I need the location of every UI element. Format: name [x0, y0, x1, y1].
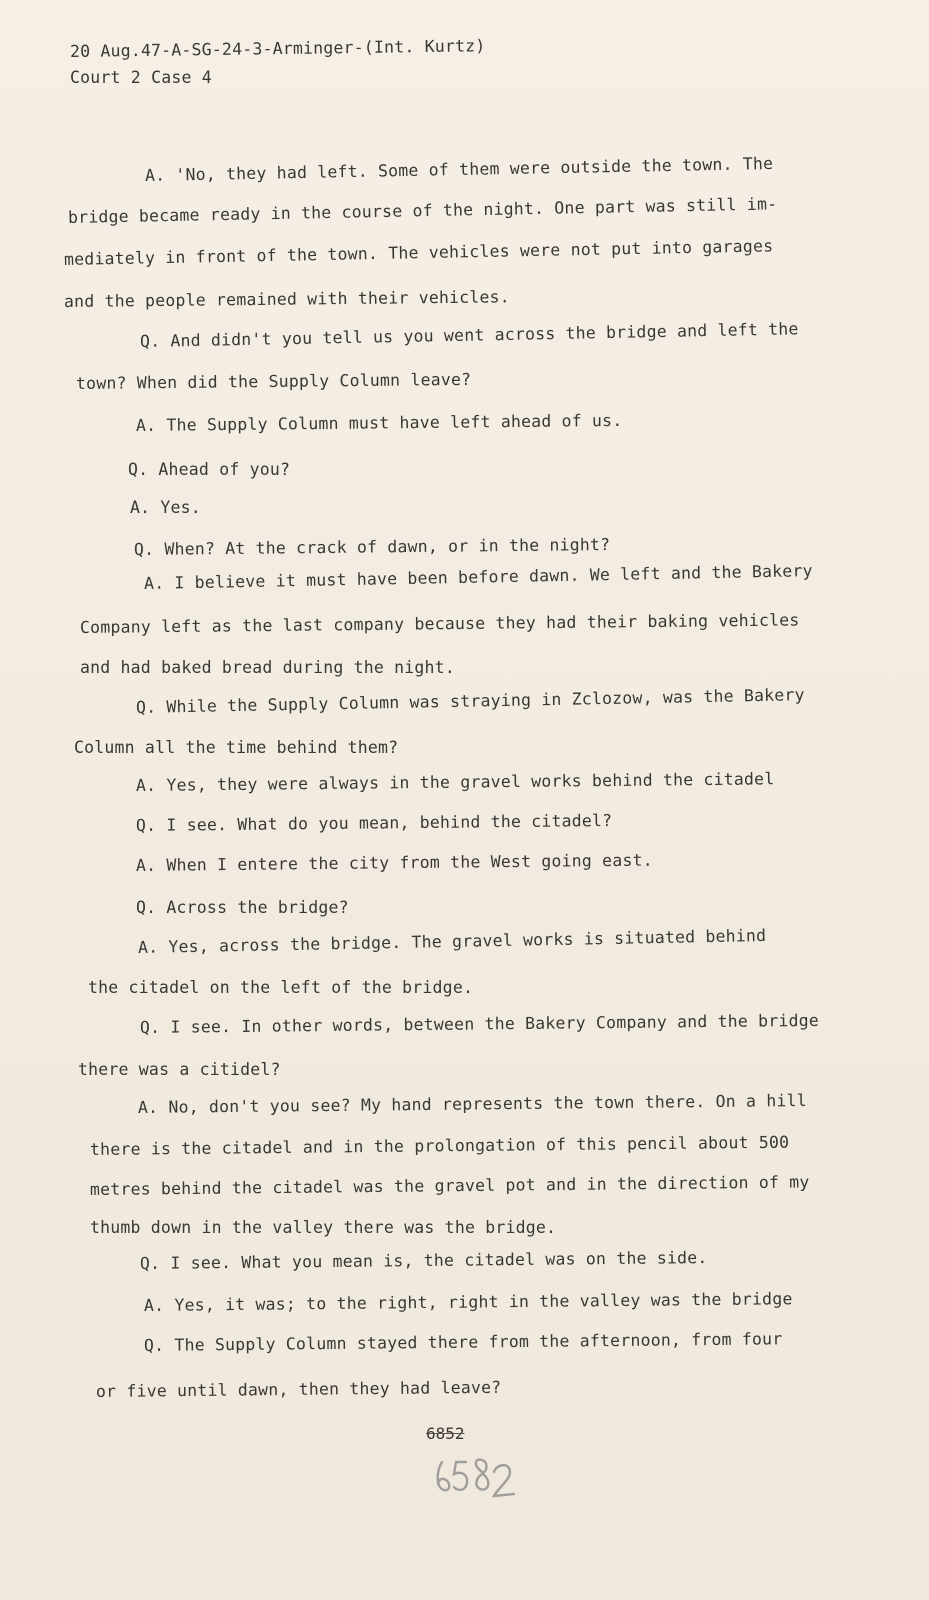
transcript-line: Q. The Supply Column stayed there from the afternoon, from four [143, 1329, 783, 1355]
transcript-line: bridge became ready in the course of the night. One part was still im- [67, 194, 778, 227]
transcript-line: Q. I see. In other words, between the Bakery Company and the bridge [139, 1010, 820, 1037]
handwritten-number-mark [432, 1452, 522, 1502]
transcript-line: town? When did the Supply Column leave? [75, 369, 472, 393]
transcript-line: metres behind the citadel was the gravel pot and in the direction of my [89, 1172, 810, 1199]
transcript-line: A. The Supply Column must have left ahead of us. [135, 410, 623, 435]
header-reference-line: 20 Aug.47-A-SG-24-3-Arminger-(Int. Kurtz) [69, 36, 486, 61]
header-court-case: Court 2 Case 4 [70, 68, 212, 87]
transcript-line: A. 'No, they had left. Some of them were outside the town. The [144, 153, 774, 185]
transcript-line: A. Yes, they were always in the gravel works behind the citadel [135, 769, 775, 795]
transcript-line: thumb down in the valley there was the bridge. [90, 1218, 557, 1237]
transcript-line: mediately in front of the town. The vehicles were not put into garages [63, 236, 774, 269]
transcript-line: there was a citidel? [78, 1060, 281, 1079]
transcript-line: Q. I see. What do you mean, behind the citadel? [135, 811, 613, 835]
transcript-line: Column all the time behind them? [74, 738, 399, 757]
transcript-line: Q. Across the bridge? [136, 898, 349, 917]
transcript-line: Q. I see. What you mean is, the citadel was on the side. [139, 1248, 708, 1273]
transcript-line: A. Yes. [130, 498, 201, 517]
transcript-line: the citadel on the left of the bridge. [88, 978, 474, 997]
page-number: 6852 [426, 1424, 465, 1443]
transcript-line: Q. And didn't you tell us you went across the bridge and left the [139, 319, 799, 351]
transcript-line: A. Yes, it was; to the right, right in the valley was the bridge [143, 1289, 793, 1315]
transcript-line: and the people remained with their vehicles. [63, 287, 510, 311]
transcript-line: Q. When? At the crack of dawn, or in the night? [133, 535, 611, 559]
transcript-line: or five until dawn, then they had leave? [95, 1377, 502, 1401]
transcript-line: Company left as the last company because they had their baking vehicles [79, 610, 800, 637]
transcript-line: A. Yes, across the bridge. The gravel works is situated behind [137, 925, 767, 957]
transcript-line: Q. Ahead of you? [128, 460, 291, 479]
transcript-line: there is the citadel and in the prolongation of this pencil about 500 [89, 1132, 790, 1159]
transcript-line: and had baked bread during the night. [80, 658, 455, 677]
transcript-line: Q. While the Supply Column was straying in Zclozow, was the Bakery [135, 685, 805, 717]
transcript-line: A. No, don't you see? My hand represents the town there. On a hill [137, 1090, 807, 1117]
transcript-line: A. I believe it must have been before dawn. We left and the Bakery [143, 561, 813, 593]
transcript-line: A. When I entere the city from the West going east. [135, 850, 653, 875]
